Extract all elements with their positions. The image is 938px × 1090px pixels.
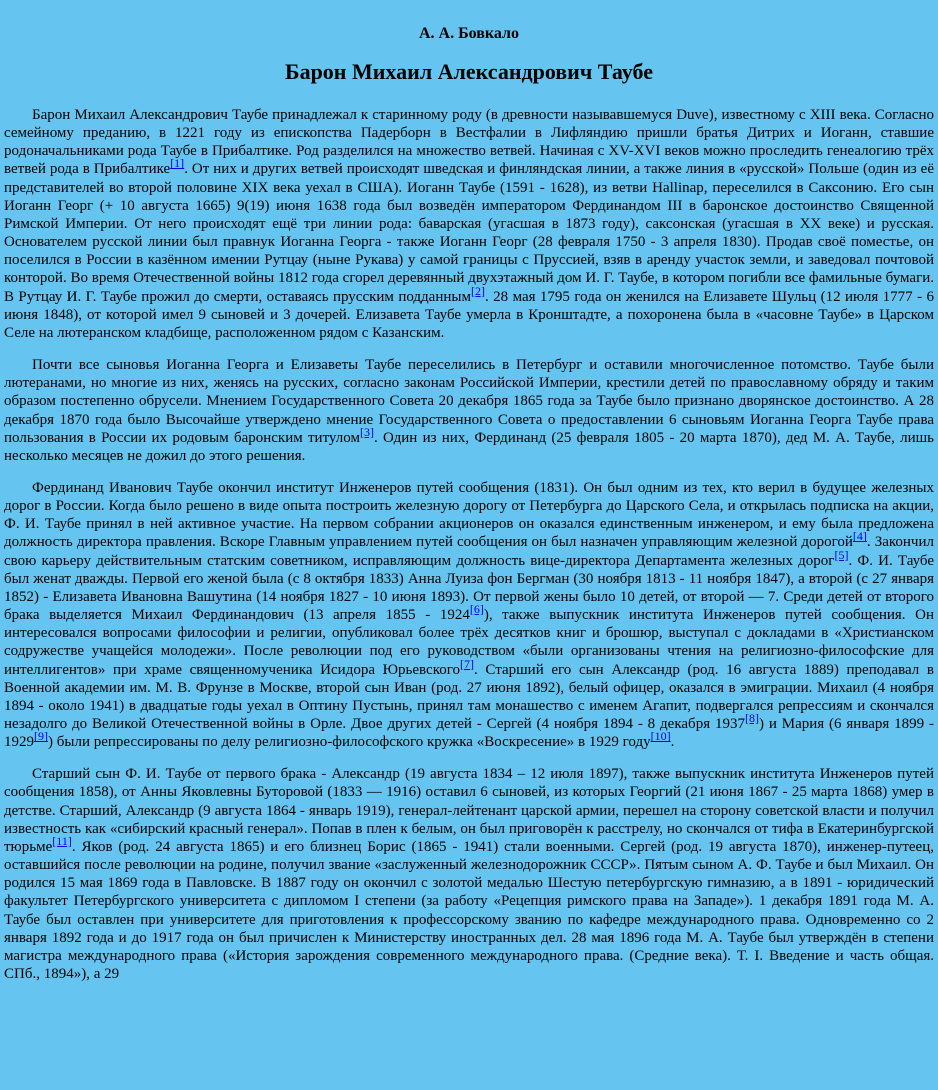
paragraph-4 (4, 765, 934, 983)
footnote-link-9[interactable]: [9] (34, 729, 48, 744)
text-segment: Фердинанд Иванович Таубе окончил институт Инженеров путей сообщения (1831). Он был одним из тех, кто верил в будущее железных дорог в России. Когда было решено в виде опыта построить железную дорогу от Петербурга до Царского Села, и открылась подписка на акции, Ф. И. Таубе принял в ней активное участие. На первом собрании акционеров он оказался единственным инженером, и ему была предложена должность директора правления. Вскоре Главным управлением путей сообщения он был назначен управляющим железной дорогой (4, 479, 934, 551)
footnote-link-1[interactable]: [1] (170, 156, 185, 171)
paragraph-2 (4, 356, 934, 465)
text-segment: Старший сын Ф. И. Таубе от первого брака - Александр (19 августа 1834 – 12 июля 1897), также выпускник института Инженеров путей сообщения 1858), от Анны Яковлевны Буторовой (1833 — 1916) оставил 6 сыновей, из которых Георгий (21 июня 1867 - 25 марта 1868) умер в детстве. Старший, Александр (9 августа 1864 - январь 1919), генерал-лейтенант царской армии, перешел на сторону советской власти и получил известность как «сибирский красный генерал». Попав в плен к белым, он был приговорён к расстрелу, но скончался от тифа в Екатеринбургской тюрьме (4, 766, 934, 855)
text-segment: Почти все сыновья Иоганна Георга и Елизаветы Таубе переселились в Петербург и оставили многочисленное потомство. Таубе были лютеранами, но многие из них, женясь на русских, согласно законам Российской Империи, крестили детей по православному обряду и таким образом постепенно обрусели. Мнением Государственного Совета 20 декабря 1865 года за Таубе было признано дворянское достоинство. А 28 декабря 1870 года было Высочайше утверждено мнение Государственного Совета о предоставлении 6 сыновьям Иоганна Георга Таубе права пользования в России их родовым баронским титулом (4, 357, 934, 446)
text-segment: . Один из них, Фердинанд (25 февраля 1805 - 20 марта 1870), дед М. А. Таубе, лишь несколько месяцев не дожил до этого решения. (4, 429, 935, 464)
footnote-link-10[interactable]: [10] (650, 729, 671, 744)
text-segment: . Яков (род. 24 августа 1865) и его близнец Борис (1865 - 1941) стали военными. Сергей (род. 19 августа 1870), инженер-путеец, оставшийся после революции на родине, получил звание «заслуженный железнодорожник СССР». Пятым сыном А. Ф. Таубе и был Михаил. Он родился 15 мая 1869 года в Павловске. В 1887 году он окончил с золотой медалью Шестую петербургскую гимназию, а в 1891 - юридический факультет Петербургского университета с дипломом I степени (за работу «Рецепция римского права на Западе»). 1 декабря 1891 года М. А. Таубе был оставлен при университете для приготовления к профессорскому званию по кафедре международного права. Одновременно со 2 января 1892 года и до 1917 года он был причислен к Министерству иностранных дел. 28 мая 1896 года М. А. Таубе был утверждён в степени магистра международного права («История зарождения современного международного права. (Средние века). Т. I. Введение и часть общая. СПб., 1894»), а 29 (4, 838, 934, 983)
footnote-link-8[interactable]: [8] (744, 711, 759, 725)
text-segment: ), также выпускник института Инженеров путей сообщения. Он интересовался вопросами философии и религии, опубликовал более трёх десятков книг и брошюр, выступал с докладами в «Христианском содружестве учащейся молодежи». После революции под его руководством «были организованы чтения на религиозно-философские для интеллигентов» при храме священномученика Исидора Юрьевского (4, 607, 934, 678)
text-segment: . Старший его сын Александр (род. 16 августа 1889) преподавал в Военной академии им. М. В. Фрунзе в Москве, второй сын Иван (род. 27 июня 1892), белый офицер, оказался в эмиграции. Михаил (4 ноября 1894 - около 1941) в двадцатые годы уехал в Оптину Пустынь, принял там монашество с именем Агапит, подвергался репрессиям и скончался незадолго до Великой Отечественной войны в Орле. Двое других детей - Сергей (4 ноября 1894 - 8 декабря 1937 (4, 661, 934, 732)
document-page (0, 24, 938, 983)
paragraph-1 (4, 106, 934, 342)
footnote-link-7[interactable]: [7] (460, 656, 475, 671)
text-segment: ) были репрессированы по делу религиозно-философского кружка «Воскресение» в 1929 году (48, 734, 651, 751)
footnote-link-4[interactable]: [4] (852, 529, 867, 544)
article-title: Барон Михаил Александрович Таубе (285, 59, 653, 84)
footnote-link-5[interactable]: [5] (834, 547, 849, 562)
footnote-link-6[interactable]: [6] (469, 602, 484, 617)
text-segment: . 28 мая 1795 года он женился на Елизавете Шульц (12 июля 1777 - 6 июня 1848), от которой имел 9 сыновей и 3 дочерей. Елизавета Таубе умерла в Кронштадте, а похоронена была в «часовне Таубе» в Царском Селе на лютеранском кладбище, расположенном рядом с Казанским. (4, 288, 934, 341)
text-segment: ) и Мария (6 января 1899 - 1929 (4, 716, 934, 751)
text-segment: . (670, 734, 675, 751)
footnote-link-3[interactable]: [3] (359, 424, 374, 439)
footnote-link-2[interactable]: [2] (470, 283, 485, 298)
text-segment: Барон Михаил Александрович Таубе принадлежал к старинному роду (в древности называвшемуся Duve), известному с XIII века. Согласно семейному преданию, в 1221 году из епископства Падерборн в Вестфалии в Лифляндию пришли братья Дитрих и Иоганн, ставшие родоначальниками рода Таубе в Прибалтике. Род разделился на множество ветвей. Начиная с XV-XVI веков можно проследить генеалогию трёх ветвей рода в Прибалтике (4, 107, 934, 178)
paragraph-3 (4, 479, 934, 751)
author-name: А. А. Бовкало (418, 25, 520, 42)
text-segment: . Закончил свою карьеру действительным статским советником, исправляющим должность вице-директора Департамента железных дорог (4, 534, 934, 569)
text-segment: . От них и других ветвей происходят шведская и финляндская линии, а также линия в «русской» Польше (один из её представителей во второй половине XIX века уехал в США). Иоганн Таубе (1591 - 1628), из ветви Hallinap, переселился в Саксонию. Его сын Иоганн Георг (+ 10 августа 1665) 9(19) июня 1638 года был возведён императором Фердинандом III в баронское достоинство Священной Римской Империи. От него происходят ещё три линии рода: баварская (угасшая в 1873 году), саксонская (угасшая в XX веке) и русская. Основателем русской линии был правнук Иоганна Георга - также Иоганн Георг (28 февраля 1750 - 3 апреля 1830). Продав своё поместье, он поселился в России в казённом имении Рутцау (ныне Рукава) у самой границы с Пруссией, взяв в аренду участок земли, и заведовал почтовой конторой. Во время Отечественной войны 1812 года сгорел деревянный двухэтажный дом И. Г. Таубе, в котором погибли все фамильные бумаги. В Рутцау И. Г. Таубе прожил до смерти, оставаясь прусским подданным (4, 161, 934, 305)
text-segment: . Ф. И. Таубе был женат дважды. Первой его женой была (с 8 октября 1833) Анна Луиза фон Бергман (30 ноября 1813 - 11 ноября 1847), а второй (с 27 января 1852) - Елизавета Ивановна Вашутина (14 ноября 1827 - 10 июня 1893). От первой жены было 10 детей, от второй — 7. Среди детей от второго брака выделяется Михаил Фердинандович (13 апреля 1855 - 1924 (4, 552, 934, 624)
footnote-link-11[interactable]: [11] (52, 833, 72, 848)
